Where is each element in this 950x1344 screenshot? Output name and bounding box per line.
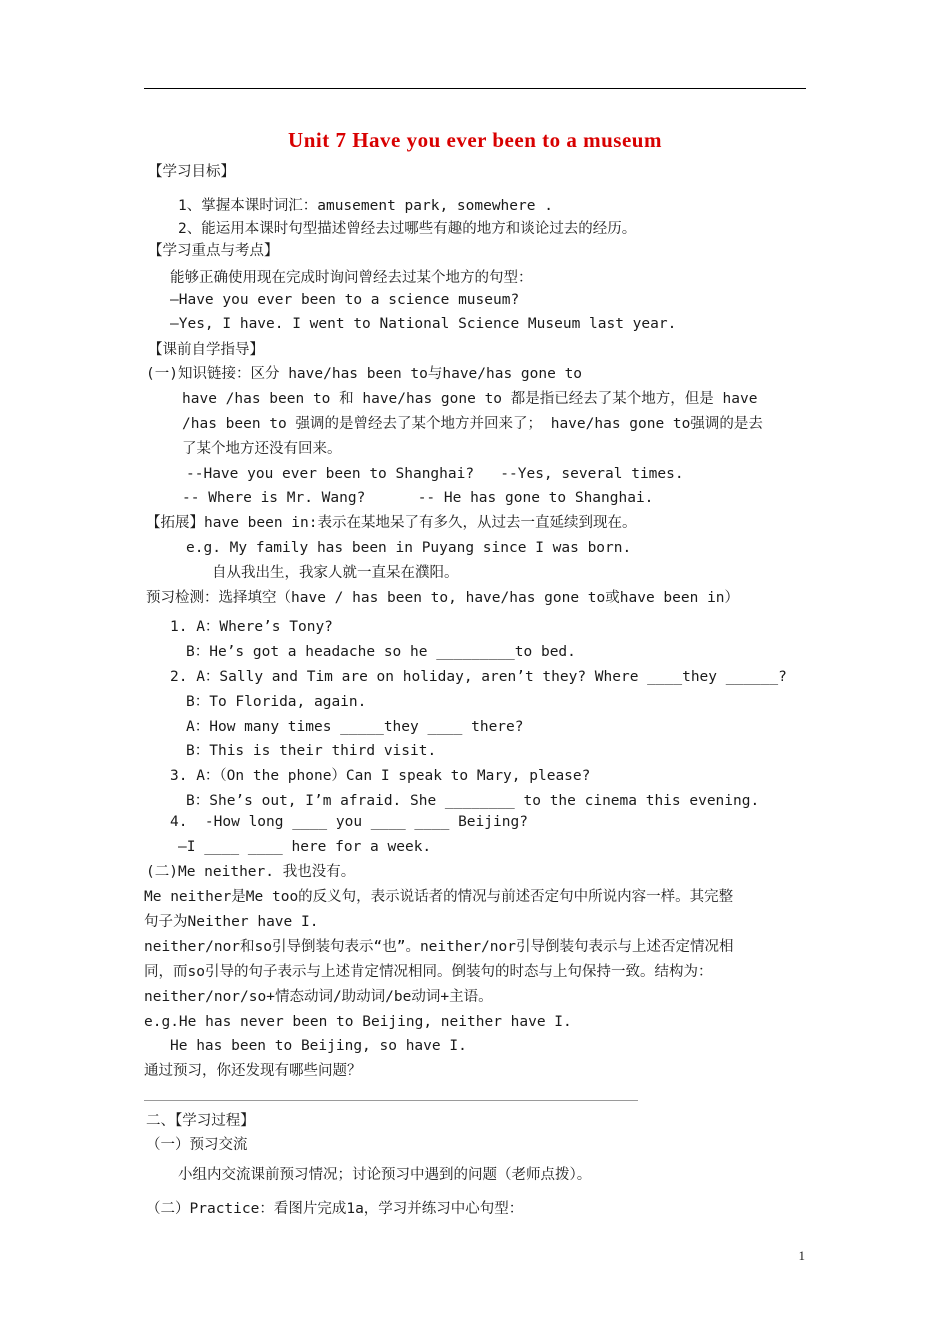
example-line: He has been to Beijing, so have I. [170, 1038, 467, 1054]
body-text-line: Me neither是Me too的反义句，表示说话者的情况与前述否定句中所说内容一样。其完整 [144, 889, 734, 905]
page-number: 1 [798, 1248, 805, 1263]
objective-line: 1、掌握本课时词汇：amusement park, somewhere . [178, 198, 553, 214]
section-heading-key-points: 【学习重点与考点】 [148, 243, 279, 259]
exercise-line: 4. -How long ____ you ____ ____ Beijing? [170, 814, 528, 830]
section-heading-self-study: 【课前自学指导】 [148, 342, 264, 358]
exercise-line: B：This is their third visit. [186, 743, 437, 759]
example-line: e.g.He has never been to Beijing, neither have I. [144, 1014, 572, 1030]
exercise-line: —I ____ ____ here for a week. [178, 839, 432, 855]
body-text-line: 能够正确使用现在完成时询问曾经去过某个地方的句型： [170, 270, 533, 286]
example-line: e.g. My family has been in Puyang since I was born. [186, 540, 632, 556]
translation-line: 自从我出生，我家人就一直呆在濮阳。 [212, 565, 459, 581]
example-line: --Have you ever been to Shanghai? --Yes, several times. [186, 466, 684, 482]
objective-line: 2、能运用本课时句型描述曾经去过哪些有趣的地方和谈论过去的经历。 [178, 221, 637, 237]
exercise-line: 3. A：（On the phone）Can I speak to Mary, please? [170, 768, 591, 784]
exercise-instruction: 预习检测：选择填空（have / has been to, have/has gone to或have been in） [146, 590, 740, 606]
body-text-line: neither/nor和so引导倒装句表示“也”。neither/nor引导倒装句表示与上述否定情况相 [144, 939, 734, 955]
body-text-line: 通过预习，你还发现有哪些问题？ [144, 1063, 362, 1079]
exercise-line: 2. A：Sally and Tim are on holiday, aren’t they? Where ____they ______? [170, 669, 787, 685]
header-rule [144, 88, 806, 89]
body-text-line: have /has been to 和 have/has gone to 都是指已经去了某个地方，但是 have [182, 391, 758, 407]
body-text-line: 小组内交流课前预习情况；讨论预习中遇到的问题（老师点拨）。 [178, 1167, 592, 1183]
example-line: —Yes, I have. I went to National Science Museum last year. [170, 316, 677, 332]
section-heading-process: 二、【学习过程】 [146, 1113, 255, 1129]
exercise-line: B：She’s out, I’m afraid. She ________ to the cinema this evening. [186, 793, 760, 809]
body-text-line: (二)Me neither. 我也没有。 [146, 864, 356, 880]
subsection-heading: （二）Practice：看图片完成1a，学习并练习中心句型： [146, 1201, 524, 1217]
body-text-line: (一)知识链接：区分 have/has been to与have/has gone to [146, 366, 583, 382]
subsection-heading: （一）预习交流 [146, 1137, 248, 1153]
exercise-line: 1. A：Where’s Tony? [170, 619, 333, 635]
body-text-line: 句子为Neither have I. [144, 914, 319, 930]
section-heading-objectives: 【学习目标】 [148, 164, 235, 180]
body-text-line: 同，而so引导的句子表示与上述肯定情况相同。倒装句的时态与上句保持一致。结构为： [144, 964, 713, 980]
exercise-line: B：To Florida, again. [186, 694, 367, 710]
body-text-line: /has been to 强调的是曾经去了某个地方并回来了； have/has gone to强调的是去 [182, 416, 763, 432]
example-line: -- Where is Mr. Wang? -- He has gone to Shanghai. [182, 490, 654, 506]
extension-line: 【拓展】have been in:表示在某地呆了有多久，从过去一直延续到现在。 [146, 515, 637, 531]
exercise-line: B：He’s got a headache so he _________to bed. [186, 644, 576, 660]
answer-separator-line [144, 1100, 638, 1101]
example-line: —Have you ever been to a science museum? [170, 292, 520, 308]
body-text-line: neither/nor/so+情态动词/助动词/be动词+主语。 [144, 989, 493, 1005]
page-title: Unit 7 Have you ever been to a museum [288, 128, 662, 152]
body-text-line: 了某个地方还没有回来。 [182, 441, 342, 457]
exercise-line: A：How many times _____they ____ there? [186, 719, 524, 735]
